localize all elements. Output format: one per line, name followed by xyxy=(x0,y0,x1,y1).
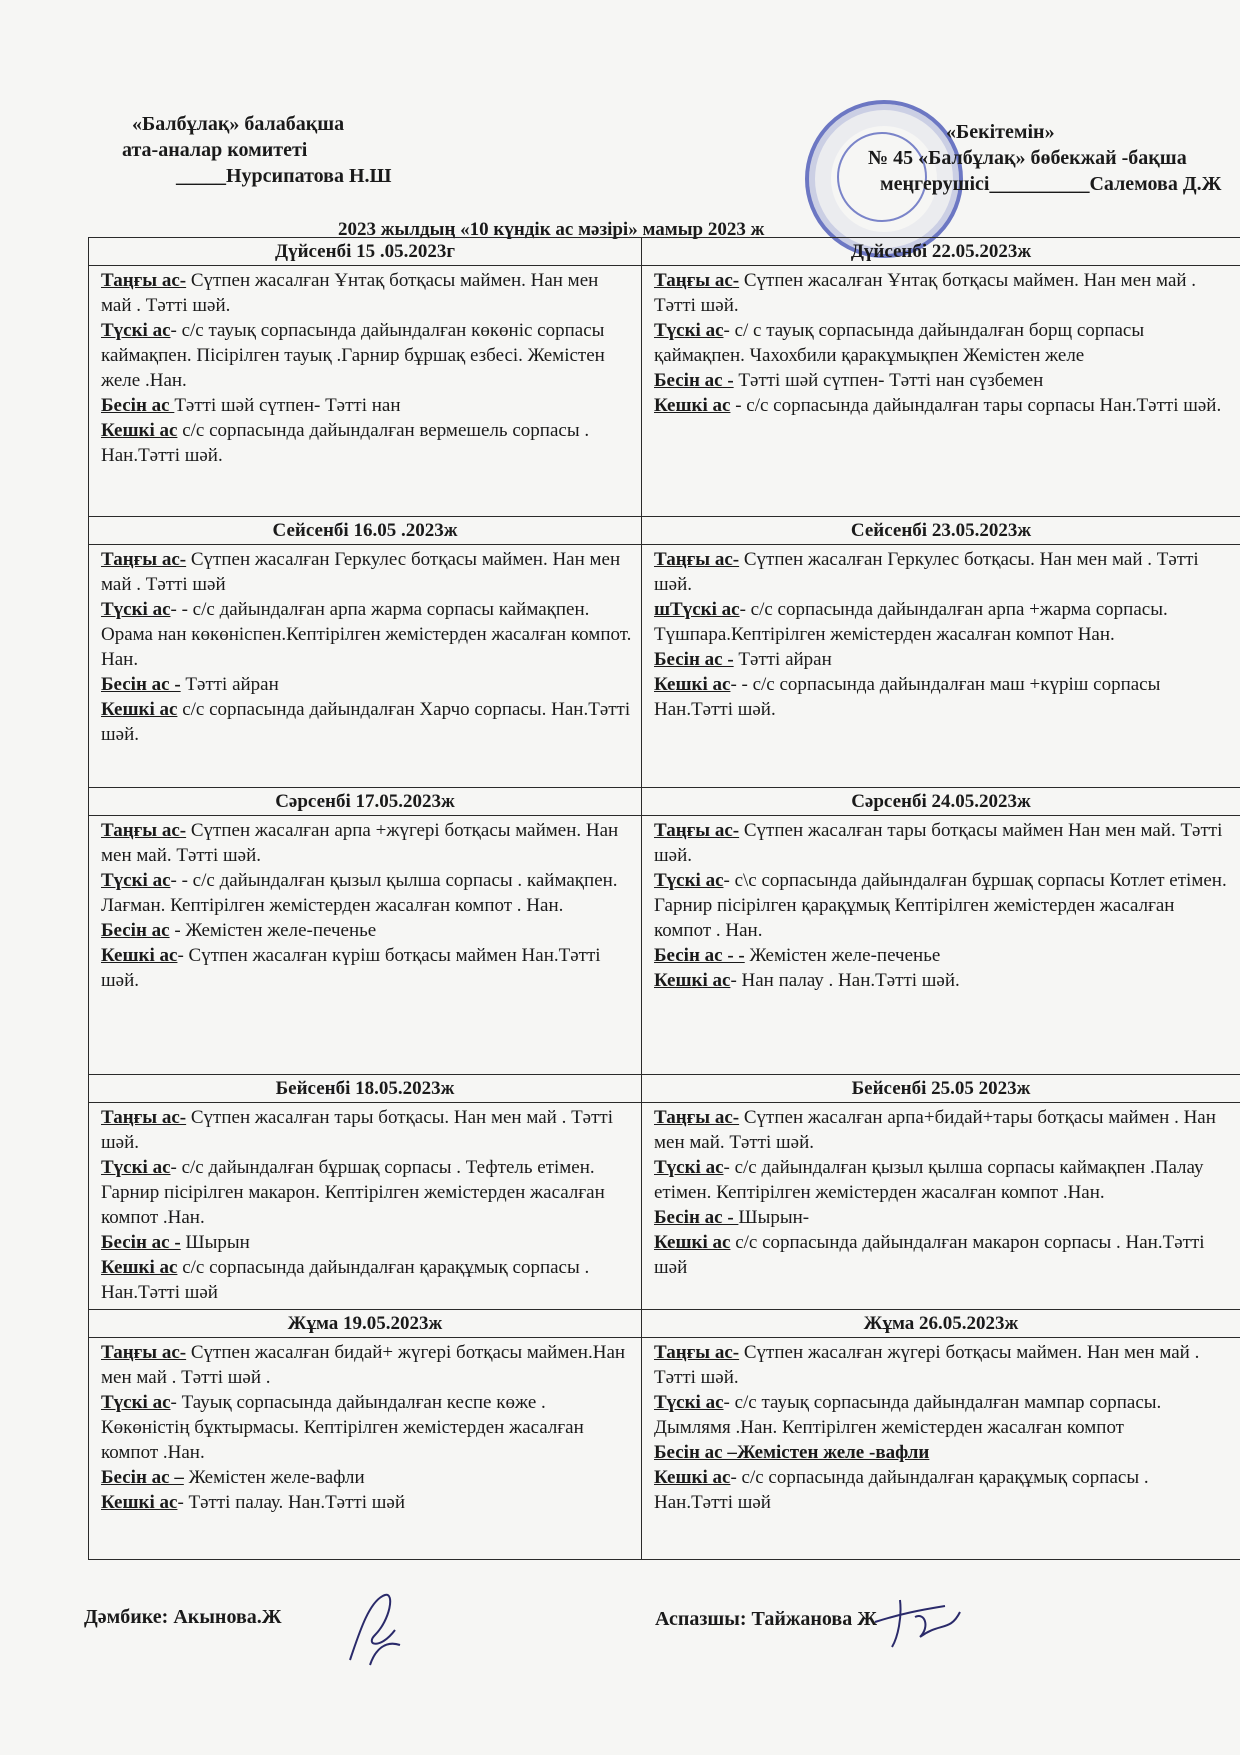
menu-table xyxy=(88,237,1240,1560)
meal-label: Бесін ас –Жемістен желе -вафли xyxy=(654,1442,930,1463)
meal-entry xyxy=(101,1390,633,1465)
meal-description: Сүтпен жасалған Геркулес ботқасы. Нан мен май . Тәтті шәй. xyxy=(654,549,1199,595)
meal-description: Сүтпен жасалған тары ботқасы. Нан мен май . Тәтті шәй. xyxy=(101,1107,614,1153)
meal-entry xyxy=(101,268,633,318)
meal-label: Кешкі ас xyxy=(101,420,178,441)
day-menu-cell xyxy=(642,545,1240,788)
meal-entry xyxy=(654,368,1232,393)
meal-description: - - с/с сорпасында дайындалған маш +күріш сорпасы Нан.Тәтті шәй. xyxy=(654,674,1161,720)
meal-description: Тәтті айран xyxy=(180,674,279,695)
day-header: Сейсенбі 23.05.2023ж xyxy=(642,517,1240,545)
meal-description: - Тәтті палау. Нан.Тәтті шәй xyxy=(177,1492,405,1513)
meal-description: - - с/с дайындалған арпа жарма сорпасы каймақпен. Орама нан көкөніспен.Кептірілген жемістерден жасалған компот. Нан. xyxy=(101,599,632,670)
meal-description: Шырын xyxy=(180,1232,250,1253)
meal-entry xyxy=(101,547,633,597)
meal-entry xyxy=(654,1440,1232,1465)
day-header-row xyxy=(89,517,1240,545)
meal-entry xyxy=(654,672,1232,722)
day-header: Сәрсенбі 17.05.2023ж xyxy=(89,788,642,816)
meal-label: Түскі ас xyxy=(101,1157,171,1178)
day-menu-cell xyxy=(89,816,642,1075)
meal-label: Таңғы ас- xyxy=(654,820,740,841)
meal-entry xyxy=(654,968,1232,993)
header-right-line2: № 45 «Балбұлақ» бөбекжай -бақша xyxy=(868,147,1187,169)
meal-description: Сүтпен жасалған тары ботқасы маймен Нан мен май. Тәтті шәй. xyxy=(654,820,1223,866)
meal-description: - с/с сорпасында дайындалған қарақұмық сорпасы . Нан.Тәтті шәй xyxy=(654,1467,1149,1513)
meal-description: - с/ с тауық сорпасында дайындалған борщ сорпасы қаймақпен. Чахохбили қаракұмықпен Жемістен желе xyxy=(654,320,1145,366)
meal-entry xyxy=(654,1390,1232,1440)
day-header: Сейсенбі 16.05 .2023ж xyxy=(89,517,642,545)
meal-label: Түскі ас xyxy=(654,1392,724,1413)
meal-description: Сүтпен жасалған бидай+ жүгері ботқасы маймен.Нан мен май . Тәтті шәй . xyxy=(101,1342,626,1388)
meal-entry xyxy=(101,697,633,747)
meal-label: Кешкі ас xyxy=(101,1492,178,1513)
meal-description: Тәтті шәй сүтпен- Тәтті нан xyxy=(174,395,401,416)
meal-description: - Тауық сорпасында дайындалған кеспе көже . Көкөністің бұктырмасы. Кептірілген жемістерден жасалған компот .Нан. xyxy=(101,1392,584,1463)
meal-entry xyxy=(654,1465,1232,1515)
day-menu-cell xyxy=(89,1103,642,1310)
day-header: Бейсенбі 25.05 2023ж xyxy=(642,1075,1240,1103)
meal-entry xyxy=(101,597,633,672)
meal-label: Кешкі ас xyxy=(654,674,731,695)
meal-label: шТүскі ас xyxy=(654,599,740,620)
meal-entry xyxy=(101,1490,633,1515)
meal-label: Кешкі ас xyxy=(654,395,731,416)
meal-entry xyxy=(101,1155,633,1230)
footer-dambike: Дәмбике: Акынова.Ж xyxy=(84,1606,282,1628)
meal-label: Түскі ас xyxy=(101,870,171,891)
day-menu-row xyxy=(89,1103,1240,1310)
meal-description: Сүтпен жасалған Ұнтақ ботқасы маймен. Нан мен май . Тәтті шәй. xyxy=(654,270,1197,316)
meal-label: Түскі ас xyxy=(654,870,724,891)
meal-label: Таңғы ас- xyxy=(101,270,187,291)
header-left-line2: ата-аналар комитеті xyxy=(122,139,308,161)
meal-description: - с/с дайындалған бұршақ сорпасы . Тефтель етімен. Гарнир пісірілген макарон. Кептірілген жемістерден жасалған компот .Нан. xyxy=(101,1157,605,1228)
meal-entry xyxy=(654,318,1232,368)
meal-description: - с/с тауық сорпасында дайындалған мампар сорпасы. Дымлямя .Нан. Кептірілген жемістерден жасалған компот xyxy=(654,1392,1162,1438)
meal-label: Түскі ас xyxy=(654,320,724,341)
meal-entry xyxy=(101,672,633,697)
day-menu-cell xyxy=(642,266,1240,517)
meal-description: Сүтпен жасалған арпа +жүгері ботқасы маймен. Нан мен май. Тәтті шәй. xyxy=(101,820,619,866)
signature-right xyxy=(870,1592,970,1652)
day-header: Жұма 26.05.2023ж xyxy=(642,1310,1240,1338)
meal-label: Кешкі ас xyxy=(654,1232,731,1253)
meal-label: Бесін ас - xyxy=(654,649,734,670)
meal-label: Таңғы ас- xyxy=(101,549,187,570)
meal-entry xyxy=(101,1340,633,1390)
day-menu-row xyxy=(89,545,1240,788)
header-right-line1: «Бекітемін» xyxy=(946,121,1055,143)
meal-entry xyxy=(654,547,1232,597)
meal-entry xyxy=(101,1230,633,1255)
meal-label: Таңғы ас- xyxy=(654,270,740,291)
day-header: Бейсенбі 18.05.2023ж xyxy=(89,1075,642,1103)
meal-entry xyxy=(654,1155,1232,1205)
meal-description: Сүтпен жасалған арпа+бидай+тары ботқасы маймен . Нан мен май. Тәтті шәй. xyxy=(654,1107,1216,1153)
meal-entry xyxy=(654,943,1232,968)
meal-label: Бесін ас - xyxy=(654,370,734,391)
meal-label: Бесін ас xyxy=(101,920,170,941)
day-menu-cell xyxy=(642,1103,1240,1310)
meal-label: Бесін ас - - xyxy=(654,945,745,966)
meal-description: - - с/с дайындалған қызыл қылша сорпасы . каймақпен. Лағман. Кептірілген жемістерден жасалған компот . Нан. xyxy=(101,870,618,916)
meal-description: - с/с дайындалған қызыл қылша сорпасы каймақпен .Палау етімен. Кептірілген жемістерден жасалған компот .Нан. xyxy=(654,1157,1204,1203)
meal-label: Бесін ас – xyxy=(101,1467,184,1488)
day-header-row xyxy=(89,238,1240,266)
meal-label: Кешкі ас xyxy=(101,945,178,966)
meal-description: Сүтпен жасалған жүгері ботқасы маймен. Нан мен май . Тәтті шәй. xyxy=(654,1342,1200,1388)
meal-description: с/с сорпасында дайындалған Харчо сорпасы. Нан.Тәтті шәй. xyxy=(101,699,631,745)
meal-label: Кешкі ас xyxy=(654,970,731,991)
day-header: Жұма 19.05.2023ж xyxy=(89,1310,642,1338)
meal-entry xyxy=(101,943,633,993)
meal-label: Бесін ас - xyxy=(654,1207,739,1228)
meal-description: - с\с сорпасында дайындалған бұршақ сорпасы Котлет етімен. Гарнир пісірілген қарақұмық Кептірілген жемістерден жасалған компот . Нан. xyxy=(654,870,1227,941)
meal-label: Таңғы ас- xyxy=(654,1342,740,1363)
meal-label: Таңғы ас- xyxy=(654,549,740,570)
meal-entry xyxy=(654,1340,1232,1390)
day-header-row xyxy=(89,1310,1240,1338)
day-menu-cell xyxy=(642,1338,1240,1560)
meal-entry xyxy=(101,1255,633,1305)
meal-description: - с/с тауық сорпасында дайындалған көкөніс сорпасы каймақпен. Пісірілген тауық .Гарнир бұршақ езбесі. Жемістен желе .Нан. xyxy=(101,320,605,391)
day-header: Дүйсенбі 22.05.2023ж xyxy=(642,238,1240,266)
meal-label: Бесін ас xyxy=(101,395,175,416)
day-menu-row xyxy=(89,266,1240,517)
meal-description: Тәтті айран xyxy=(733,649,832,670)
meal-entry xyxy=(654,268,1232,318)
meal-label: Кешкі ас xyxy=(101,699,178,720)
document-title: 2023 жылдың «10 күндік ас мәзірі» мамыр 2023 ж xyxy=(338,219,765,240)
meal-label: Таңғы ас- xyxy=(654,1107,740,1128)
meal-entry xyxy=(101,918,633,943)
meal-description: Сүтпен жасалған Геркулес ботқасы маймен. Нан мен май . Тәтті шәй xyxy=(101,549,621,595)
meal-entry xyxy=(654,597,1232,647)
meal-entry xyxy=(654,393,1232,418)
meal-entry xyxy=(654,868,1232,943)
day-header-row xyxy=(89,1075,1240,1103)
meal-entry xyxy=(101,868,633,918)
meal-label: Түскі ас xyxy=(101,599,171,620)
meal-entry xyxy=(101,1105,633,1155)
meal-entry xyxy=(101,1465,633,1490)
meal-entry xyxy=(654,1205,1232,1230)
meal-description: Жемістен желе-печенье xyxy=(744,945,941,966)
day-menu-cell xyxy=(89,545,642,788)
meal-entry xyxy=(101,393,633,418)
day-menu-cell xyxy=(642,816,1240,1075)
meal-label: Кешкі ас xyxy=(101,1257,178,1278)
meal-label: Таңғы ас- xyxy=(101,820,187,841)
meal-description: - с/с сорпасында дайындалған арпа +жарма сорпасы. Түшпара.Кептірілген жемістерден жасалған компот Нан. xyxy=(654,599,1168,645)
meal-description: - Нан палау . Нан.Тәтті шәй. xyxy=(730,970,960,991)
footer-cook: Аспазшы: Тайжанова Ж xyxy=(655,1608,878,1630)
meal-entry xyxy=(654,647,1232,672)
meal-entry xyxy=(654,818,1232,868)
meal-description: Шырын- xyxy=(738,1207,810,1228)
meal-label: Түскі ас xyxy=(654,1157,724,1178)
signature-left xyxy=(340,1590,410,1670)
meal-entry xyxy=(101,318,633,393)
meal-description: Жемістен желе-вафли xyxy=(183,1467,365,1488)
day-menu-row xyxy=(89,1338,1240,1560)
day-header: Дүйсенбі 15 .05.2023г xyxy=(89,238,642,266)
meal-label: Түскі ас xyxy=(101,320,171,341)
meal-description: - с/с сорпасында дайындалған тары сорпасы Нан.Тәтті шәй. xyxy=(730,395,1222,416)
day-menu-cell xyxy=(89,1338,642,1560)
meal-label: Кешкі ас xyxy=(654,1467,731,1488)
meal-description: Тәтті шәй сүтпен- Тәтті нан сүзбемен xyxy=(733,370,1044,391)
meal-entry xyxy=(654,1105,1232,1155)
meal-entry xyxy=(101,818,633,868)
meal-description: - Жемістен желе-печенье xyxy=(169,920,377,941)
meal-label: Түскі ас xyxy=(101,1392,171,1413)
meal-description: с/с сорпасында дайындалған макарон сорпасы . Нан.Тәтті шәй xyxy=(654,1232,1205,1278)
header-left-line1: «Балбұлақ» балабақша xyxy=(132,113,345,135)
meal-entry xyxy=(101,418,633,468)
meal-description: с/с сорпасында дайындалған вермешель сорпасы . Нан.Тәтті шәй. xyxy=(101,420,590,466)
day-menu-cell xyxy=(89,266,642,517)
meal-description: с/с сорпасында дайындалған қарақұмық сорпасы . Нан.Тәтті шәй xyxy=(101,1257,590,1303)
header-right-line3: меңгерушісі__________Салемова Д.Ж xyxy=(880,173,1222,195)
meal-label: Таңғы ас- xyxy=(101,1107,187,1128)
header-left-line3: _____Нурсипатова Н.Ш xyxy=(176,165,392,187)
meal-label: Таңғы ас- xyxy=(101,1342,187,1363)
meal-description: Сүтпен жасалған Ұнтақ ботқасы маймен. Нан мен май . Тәтті шәй. xyxy=(101,270,599,316)
day-header: Сәрсенбі 24.05.2023ж xyxy=(642,788,1240,816)
meal-label: Бесін ас - xyxy=(101,674,181,695)
day-menu-row xyxy=(89,816,1240,1075)
meal-entry xyxy=(654,1230,1232,1280)
day-header-row xyxy=(89,788,1240,816)
meal-description: - Сүтпен жасалған күріш ботқасы маймен Нан.Тәтті шәй. xyxy=(101,945,601,991)
meal-label: Бесін ас - xyxy=(101,1232,181,1253)
